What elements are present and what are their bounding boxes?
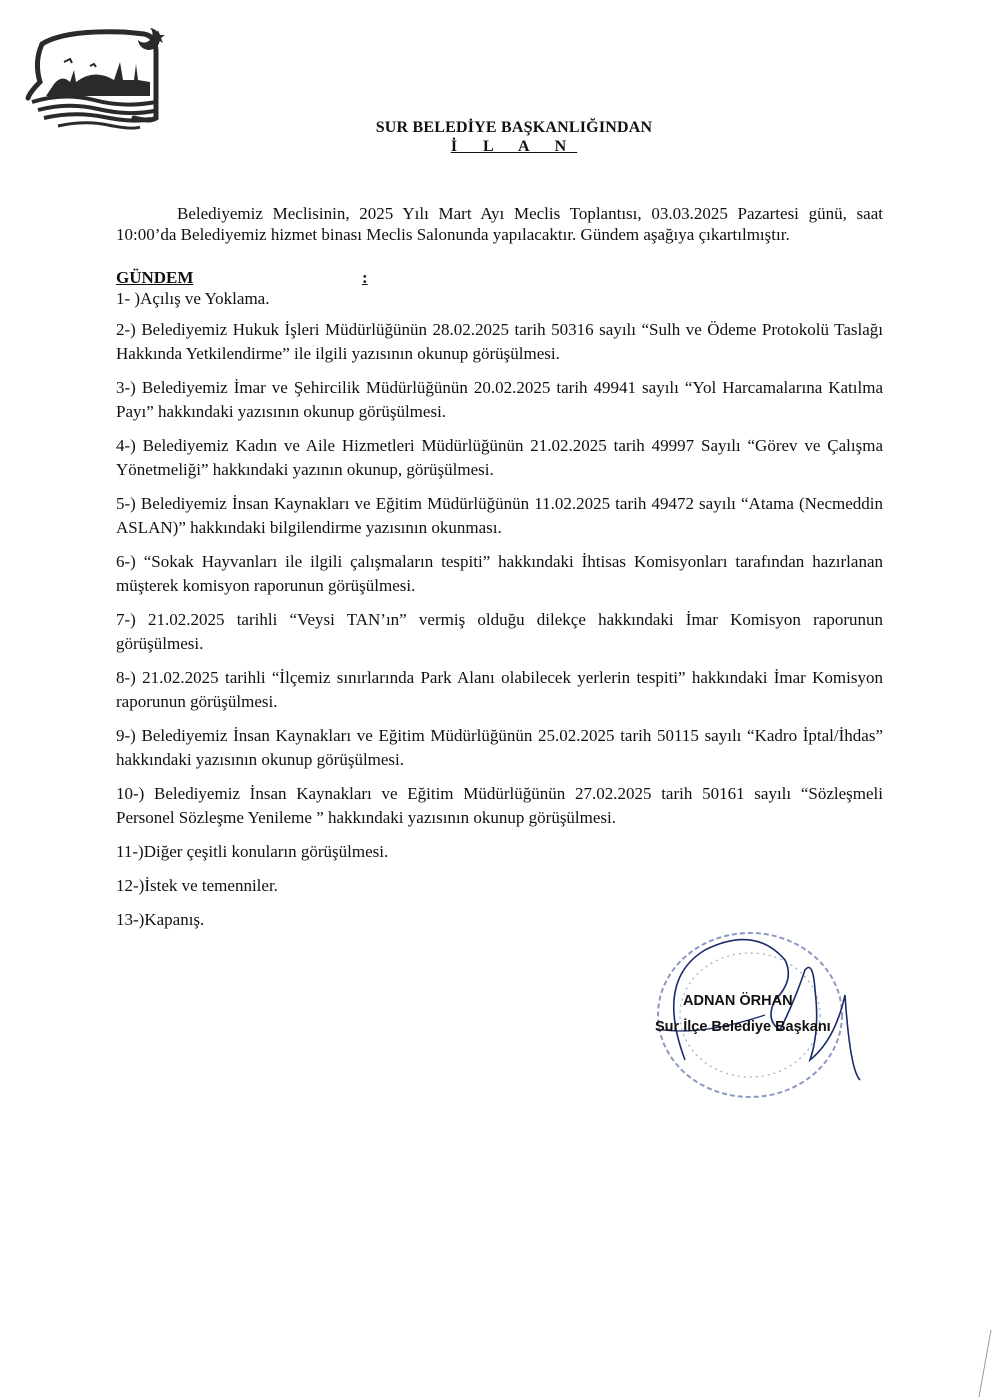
document-subtitle: İ L A N — [450, 138, 578, 155]
agenda-item: 3-) Belediyemiz İmar ve Şehircilik Müdürlüğünün 20.02.2025 tarih 49941 sayılı “Yol Harcamalarına Katılma Payı” hakkındaki yazısının okunup görüşülmesi. — [116, 378, 883, 421]
scan-edge-mark — [955, 1330, 995, 1397]
agenda-item: 10-) Belediyemiz İnsan Kaynakları ve Eğitim Müdürlüğünün 27.02.2025 tarih 50161 sayılı “Sözleşmeli Personel Sözleşme Yenileme ” hakkındaki yazısının okunup görüşülmesi. — [116, 784, 883, 827]
agenda-heading-colon: : — [362, 268, 368, 287]
agenda-heading — [116, 268, 368, 288]
agenda-item: 4-) Belediyemiz Kadın ve Aile Hizmetleri Müdürlüğünün 21.02.2025 tarih 49997 Sayılı “Görev ve Çalışma Yönetmeliği” hakkındaki yazının okunup, görüşülmesi. — [116, 436, 883, 479]
agenda-item: 13-)Kapanış. — [116, 910, 205, 929]
agenda-item: 6-) “Sokak Hayvanları ile ilgili çalışmaların tespiti” hakkındaki İhtisas Komisyonları tarafından hazırlanan müşterek komisyon raporunun görüşülmesi. — [116, 552, 883, 595]
agenda-item: 12-)İstek ve temenniler. — [116, 876, 278, 895]
agenda-item: 2-) Belediyemiz Hukuk İşleri Müdürlüğünün 28.02.2025 tarih 50316 sayılı “Sulh ve Ödeme Protokolü Taslağı Hakkında Yetkilendirme” ile ilgili yazısının okunup görüşülmesi. — [116, 320, 883, 363]
municipality-logo — [24, 22, 174, 134]
agenda-item: 7-) 21.02.2025 tarihli “Veysi TAN’ın” vermiş olduğu dilekçe hakkındaki İmar Komisyon raporunun görüşülmesi. — [116, 610, 883, 653]
signatory-title: Sur İlçe Belediye Başkanı — [655, 1019, 831, 1035]
agenda-item: 9-) Belediyemiz İnsan Kaynakları ve Eğitim Müdürlüğünün 25.02.2025 tarih 50115 sayılı “Kadro İptal/İhdas” hakkındaki yazısının okunup görüşülmesi. — [116, 726, 883, 769]
signatory-name: ADNAN ÖRHAN — [683, 993, 793, 1009]
intro-paragraph: Belediyemiz Meclisinin, 2025 Yılı Mart Ayı Meclis Toplantısı, 03.03.2025 Pazartesi günü, saat 10:00’da Belediyemiz hizmet binası Meclis Salonunda yapılacaktır. Gündem aşağıya çıkartılmıştır. — [116, 204, 883, 244]
agenda-item: 8-) 21.02.2025 tarihli “İlçemiz sınırlarında Park Alanı olabilecek yerlerin tespiti” hakkındaki İmar Komisyon raporunun görüşülmesi. — [116, 668, 883, 711]
agenda-item: 1- )Açılış ve Yoklama. — [116, 289, 270, 308]
document-title: SUR BELEDİYE BAŞKANLIĞINDAN — [375, 119, 653, 136]
agenda-item: 11-)Diğer çeşitli konuların görüşülmesi. — [116, 842, 389, 861]
agenda-list — [116, 287, 883, 942]
agenda-item: 5-) Belediyemiz İnsan Kaynakları ve Eğitim Müdürlüğünün 11.02.2025 tarih 49472 sayılı “Atama (Necmeddin ASLAN)” hakkındaki bilgilendirme yazısının okunması. — [116, 494, 883, 537]
agenda-heading-label: GÜNDEM — [116, 268, 194, 287]
signature-stamp — [645, 920, 875, 1110]
document-header — [0, 119, 1000, 156]
